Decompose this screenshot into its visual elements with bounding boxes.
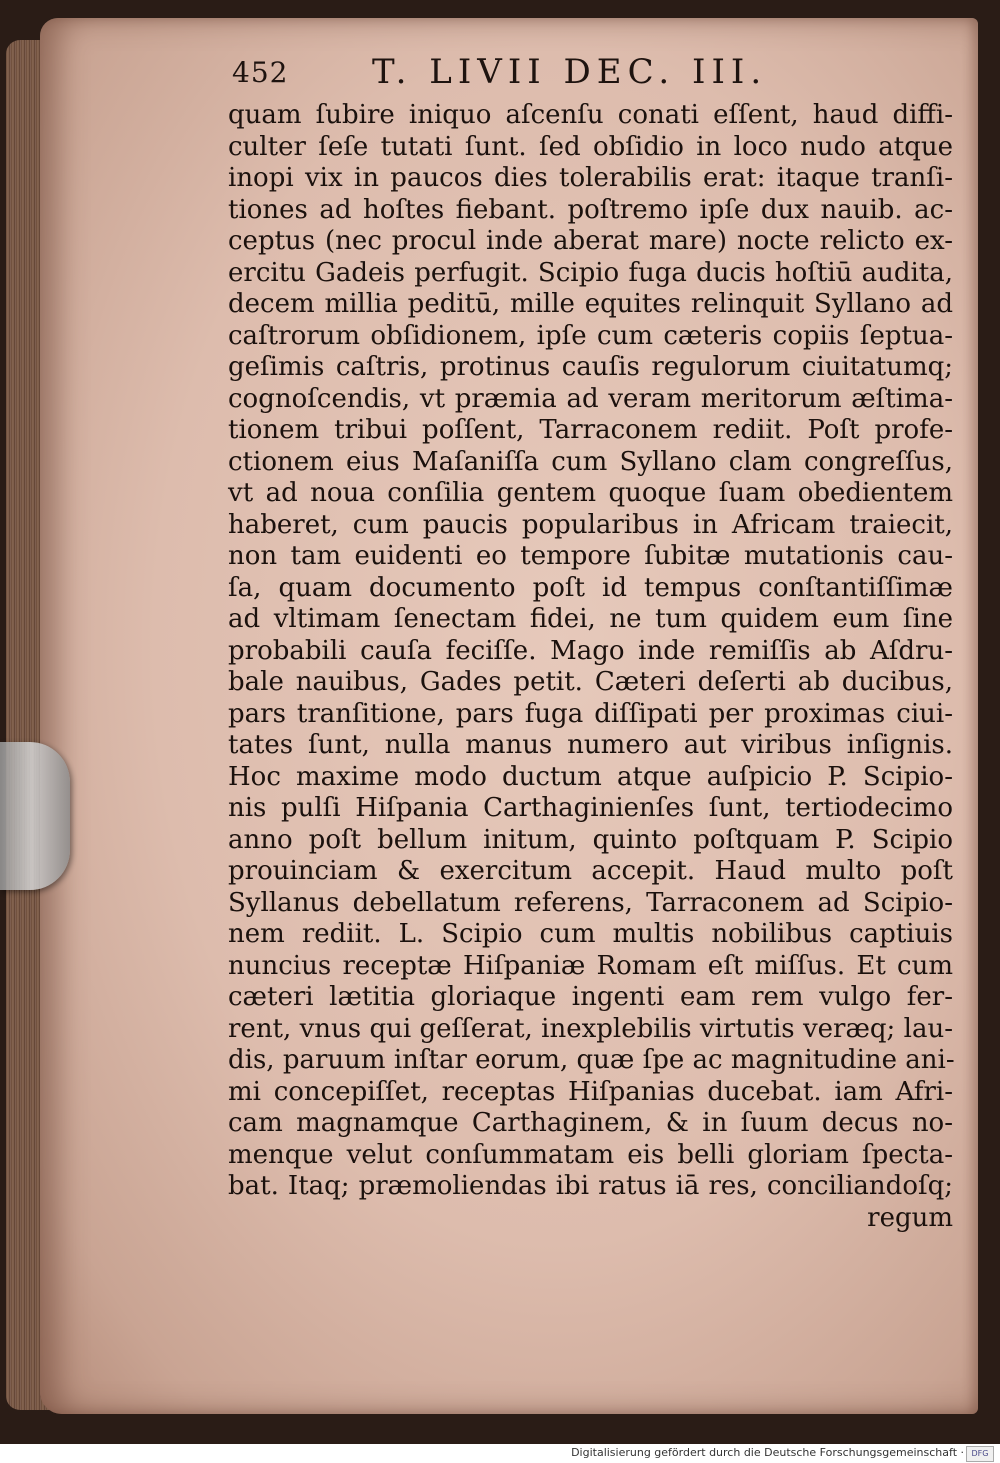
text-line: culter ſeſe tutati ſunt. ſed obſidio in loco nudo atque	[228, 131, 953, 162]
page-number: 452	[232, 56, 289, 89]
text-line: rent, vnus qui geſſerat, inexplebilis virtutis veræq; lau-	[228, 1013, 953, 1044]
text-line: ceptus (nec procul inde aberat mare) nocte relicto ex-	[228, 226, 953, 256]
text-line: pars tranſitione, pars fuga diſſipati per proximas ciui-	[228, 698, 953, 729]
footer-credit: Digitalisierung gefördert durch die Deutsche Forschungsgemeinschaft ·	[571, 1446, 964, 1459]
text-line: regum	[867, 1202, 953, 1233]
text-line: tionem tribui poſſent, Tarraconem rediit. Poſt profe-	[228, 415, 953, 445]
running-head: T. LIVII DEC. III.	[372, 52, 768, 92]
body-text	[228, 100, 953, 1234]
text-line: bat. Itaq; præmoliendas ibi ratus iā res, conciliandoſq;	[228, 1171, 953, 1201]
text-line: cam magnamque Carthaginem, & in ſuum decus no-	[228, 1108, 953, 1138]
text-line: decem millia peditū, mille equites relinquit Syllano ad	[228, 289, 953, 319]
text-line: caſtrorum obſidionem, ipſe cum cæteris copiis ſeptua-	[228, 320, 953, 351]
text-line: non tam euidenti eo tempore ſubitæ mutationis cau-	[228, 541, 953, 571]
text-line: ercitu Gadeis perfugit. Scipio fuga ducis hoſtiū audita,	[228, 257, 953, 288]
text-line: bale nauibus, Gades petit. Cæteri deſerti ab ducibus,	[228, 667, 953, 697]
text-line: nuncius receptæ Hiſpaniæ Romam eſt miſſus. Et cum	[228, 950, 953, 981]
text-line: nis pulſi Hiſpania Carthaginienſes ſunt, tertiodecimo	[228, 793, 953, 823]
footer-bar	[0, 1444, 1000, 1463]
text-line: ad vltimam ſenectam fidei, ne tum quidem eum ſine	[228, 604, 953, 634]
text-line: ctionem eius Maſaniſſa cum Syllano clam congreſſus,	[228, 446, 953, 477]
page-clip	[0, 742, 70, 890]
text-line: Hoc maxime modo ductum atque auſpicio P. Scipio-	[228, 761, 953, 792]
text-line: tates ſunt, nulla manus numero aut viribus inſignis.	[228, 730, 953, 760]
text-line: quam ſubire iniquo aſcenſu conati eſſent, haud diffi-	[228, 100, 953, 130]
text-line: haberet, cum paucis popularibus in Africam traiecit,	[228, 509, 953, 540]
text-line: vt ad noua conſilia gentem quoque ſuam obedientem	[228, 478, 953, 508]
text-line: prouinciam & exercitum accepit. Haud multo poſt	[228, 856, 953, 886]
text-line: anno poſt bellum initum, quinto poſtquam P. Scipio	[228, 824, 953, 855]
text-line: dis, paruum inſtar eorum, quæ ſpe ac magnitudine ani-	[228, 1045, 955, 1075]
text-line: cognoſcendis, vt præmia ad veram meritorum æſtima-	[228, 383, 953, 414]
text-line: mi concepiſſet, receptas Hiſpanias ducebat. iam Afri-	[228, 1076, 953, 1107]
text-line: Syllanus debellatum referens, Tarraconem ad Scipio-	[228, 887, 953, 918]
text-line: geſimis caſtris, protinus cauſis regulorum ciuitatumq;	[228, 352, 953, 382]
text-line: cæteri lætitia gloriaque ingenti eam rem vulgo fer-	[228, 982, 953, 1012]
text-line: nem rediit. L. Scipio cum multis nobilibus captiuis	[228, 919, 953, 949]
text-line: inopi vix in paucos dies tolerabilis erat: itaque tranſi-	[228, 163, 953, 193]
text-line: tiones ad hoſtes fiebant. poſtremo ipſe dux nauib. ac-	[228, 194, 953, 225]
dfg-logo: DFG	[966, 1446, 994, 1462]
text-line: menque velut conſummatam eis belli gloriam ſpecta-	[228, 1139, 953, 1170]
text-line: probabili cauſa feciſſe. Mago inde remiſſis ab Aſdru-	[228, 635, 953, 666]
page-header	[232, 52, 832, 92]
text-line: ſa, quam documento poſt id tempus conſtantiſſimæ	[228, 572, 953, 603]
